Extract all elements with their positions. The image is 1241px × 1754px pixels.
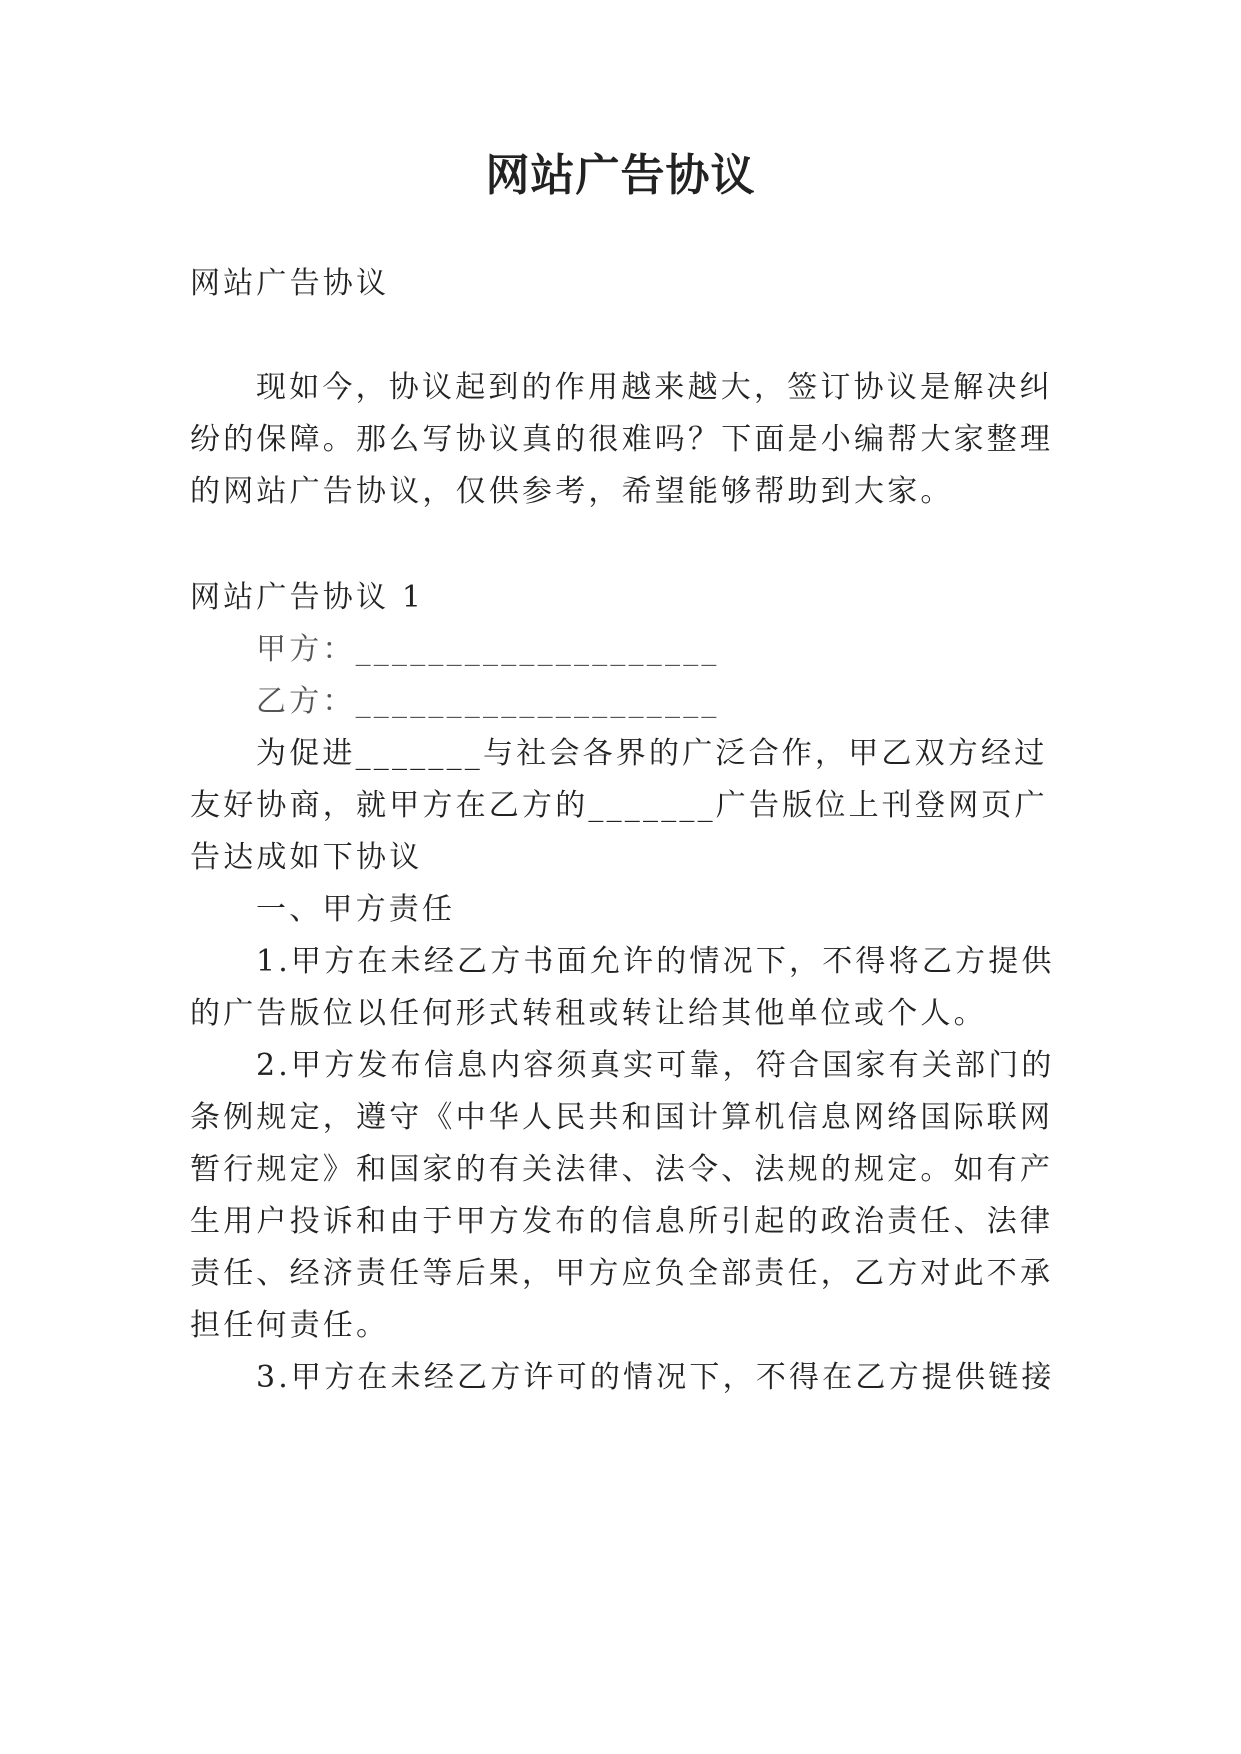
document-title: 网站广告协议 — [485, 150, 756, 201]
document-subtitle: 网站广告协议 — [190, 266, 390, 301]
clause-1-2-line-3: 暂行规定》和国家的有关法律、法令、法规的规定。如有产 — [190, 1152, 1054, 1187]
clause-1-2-line-4: 生用户投诉和由于甲方发布的信息所引起的政治责任、法律 — [190, 1204, 1054, 1239]
clause-1-2-line-1: 2.甲方发布信息内容须真实可靠，符合国家有关部门的 — [256, 1048, 1055, 1083]
clause-1-2-line-5: 责任、经济责任等后果，甲方应负全部责任，乙方对此不承 — [190, 1256, 1054, 1291]
intro-line-1: 现如今，协议起到的作用越来越大，签订协议是解决纠 — [256, 370, 1053, 405]
clause-1-2-line-6: 担任何责任。 — [190, 1308, 390, 1343]
party-a-field: 甲方：____________________ — [256, 632, 720, 667]
clause-heading-1: 一、甲方责任 — [256, 892, 456, 927]
party-b-field: 乙方：____________________ — [256, 684, 720, 719]
clause-1-1-line-1: 1.甲方在未经乙方书面允许的情况下，不得将乙方提供 — [256, 944, 1055, 979]
intro-line-3: 的网站广告协议，仅供参考，希望能够帮助到大家。 — [190, 474, 954, 509]
intro-line-2: 纷的保障。那么写协议真的很难吗？下面是小编帮大家整理 — [190, 422, 1054, 457]
preamble-line-2: 友好协商，就甲方在乙方的_______广告版位上刊登网页广 — [190, 788, 1048, 823]
preamble-line-3: 告达成如下协议 — [190, 840, 423, 875]
clause-1-2-line-2: 条例规定，遵守《中华人民共和国计算机信息网络国际联网 — [190, 1100, 1054, 1135]
clause-1-1-line-2: 的广告版位以任何形式转租或转让给其他单位或个人。 — [190, 996, 987, 1031]
preamble-line-1: 为促进_______与社会各界的广泛合作，甲乙双方经过 — [256, 736, 1048, 771]
section-heading: 网站广告协议 1 — [190, 580, 425, 615]
clause-1-3-line-1: 3.甲方在未经乙方许可的情况下，不得在乙方提供链接 — [256, 1360, 1055, 1395]
